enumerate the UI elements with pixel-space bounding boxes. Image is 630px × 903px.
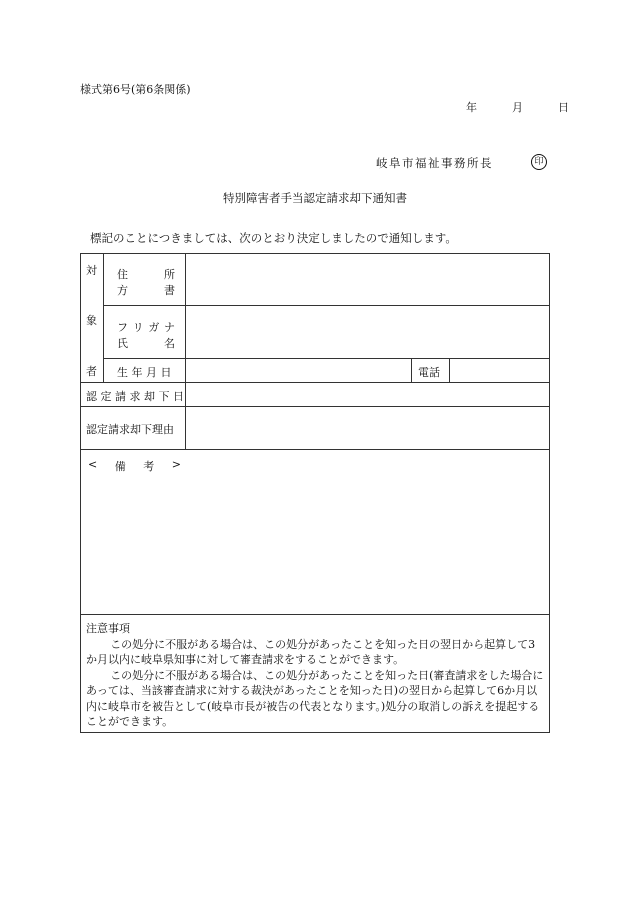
- name-field[interactable]: [187, 307, 549, 357]
- furigana-label: フ リ ガ ナ: [117, 321, 175, 334]
- rejection-date-field[interactable]: [187, 384, 549, 405]
- date-month-label: 月: [512, 101, 523, 114]
- remarks-field[interactable]: [83, 476, 549, 612]
- date-day-label: 日: [558, 101, 569, 114]
- subject-char-3: 者: [86, 365, 97, 378]
- phone-label: 電話: [418, 366, 440, 379]
- address-detail-label: 方 書: [117, 284, 175, 297]
- notice-form-table: [80, 253, 550, 733]
- rejection-reason-label: 認定請求却下理由: [86, 423, 174, 436]
- name-label: 氏 名: [117, 337, 175, 350]
- rejection-date-label: 認 定 請 求 却 下 日: [86, 390, 184, 403]
- phone-field[interactable]: [451, 360, 549, 381]
- subject-char-1: 対: [86, 264, 97, 277]
- remarks-label: < 備 考 >: [88, 458, 181, 473]
- date-line: [466, 99, 569, 115]
- birthdate-label: 生 年 月 日: [117, 366, 172, 379]
- rejection-reason-field[interactable]: [187, 408, 549, 448]
- document-title: 特別障害者手当認定請求却下通知書: [223, 191, 407, 205]
- notes-section: [86, 621, 546, 730]
- issuer-name: 岐阜市福祉事務所長: [376, 156, 493, 170]
- notes-paragraph-1: この処分に不服がある場合は、この処分があったことを知った日の翌日から起算して3か月以内に岐阜県知事に対して審査請求をすることができます。: [86, 637, 536, 666]
- address-field[interactable]: [187, 256, 549, 304]
- subject-char-2: 象: [86, 314, 97, 327]
- intro-text: 標記のことにつきましては、次のとおり決定しましたので通知します。: [90, 231, 457, 245]
- date-year-label: 年: [466, 101, 477, 114]
- birthdate-field[interactable]: [187, 360, 410, 381]
- address-label: 住 所: [117, 268, 175, 281]
- notes-heading: 注意事項: [86, 622, 130, 635]
- seal-mark: 印: [531, 154, 547, 170]
- form-number: 様式第6号(第6条関係): [80, 83, 191, 96]
- notes-paragraph-2: この処分に不服がある場合は、この処分があったことを知った日(審査請求をした場合にあっては、当該審査請求に対する裁決があったことを知った日)の翌日から起算して6か月以内に岐阜市を被告として(岐阜市長が被告の代表となります。)処分の取消しの訴えを提起することができます。: [86, 668, 544, 728]
